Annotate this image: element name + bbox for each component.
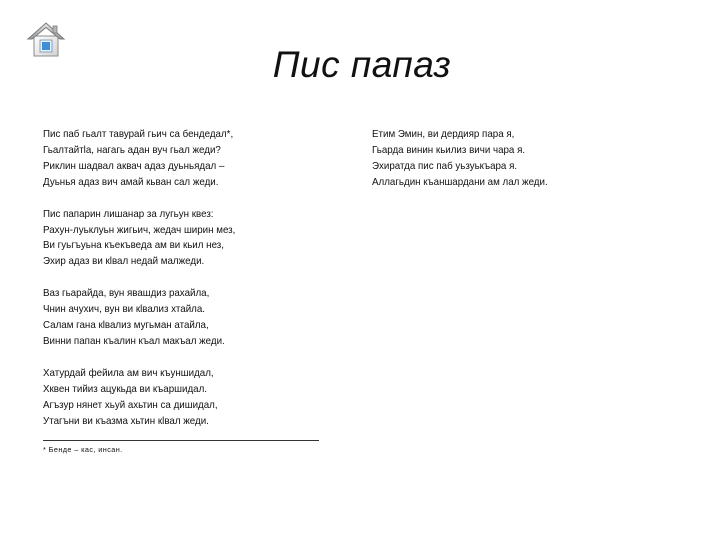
poem-line: Рахун-луьклуьн жигьич, жедач ширин мез,: [43, 224, 236, 236]
poem-right-column: [372, 127, 548, 207]
footnote: * Бенде – кас, инсан.: [43, 445, 123, 454]
stanza: [43, 207, 235, 271]
poem-line: Гьарда винин кьилиз вичи чара я.: [372, 144, 526, 156]
poem-line: Утагъни ви къазма хьтин кlвал жеди.: [43, 415, 209, 427]
poem-line: Ви гуьгъуьна къекъведа ам ви кьил нез,: [43, 240, 224, 252]
poem-line: Пис паб гьалт тавурай гьич са бендедал*,: [43, 129, 234, 140]
poem-line: Хатурдай фейила ам вич къуншидал,: [43, 367, 214, 379]
poem-line: Винни папан къалин къал макъал жеди.: [43, 335, 225, 347]
stanza: [43, 286, 235, 350]
poem-line: Эхиратда пис паб уьзуькъара я.: [372, 160, 518, 172]
stanza: [372, 127, 548, 191]
footnote-divider: [43, 440, 319, 441]
poem-line: Гьалтайтlа, нагагь адан вуч гьал жеди?: [43, 144, 221, 156]
poem-line: Етим Эмин, ви дердияр пара я,: [372, 129, 515, 140]
poem-line: Агъзур нянет хьуй ахьтин са дишидал,: [43, 399, 218, 411]
poem-line: Риклин шадвал аквач адаз дуьньядал –: [43, 160, 225, 172]
poem-line: Ваз гьарайда, вун явашдиз рахайла,: [43, 288, 210, 300]
slide-title: Пис папаз: [272, 44, 452, 85]
poem-line: Пис папарин лишанар за лугьун квез:: [43, 208, 214, 220]
stanza: [43, 127, 235, 191]
poem-line: Салам гана кlвализ мугьман атайла,: [43, 320, 209, 332]
stanza: [43, 366, 235, 430]
poem-line: Хквен тийиз ацукьда ви къаршидал.: [43, 383, 208, 395]
poem-left-column: [43, 127, 235, 446]
poem-line: Эхир адаз ви кlвал недай малжеди.: [43, 256, 205, 268]
poem-line: Дуьнья адаз вич амай кьван сал жеди.: [43, 176, 219, 188]
poem-line: Чнин ачухич, вун ви кlвализ хтайла.: [43, 304, 206, 316]
poem-line: Аллагьдин къаншардани ам лал жеди.: [372, 176, 548, 188]
